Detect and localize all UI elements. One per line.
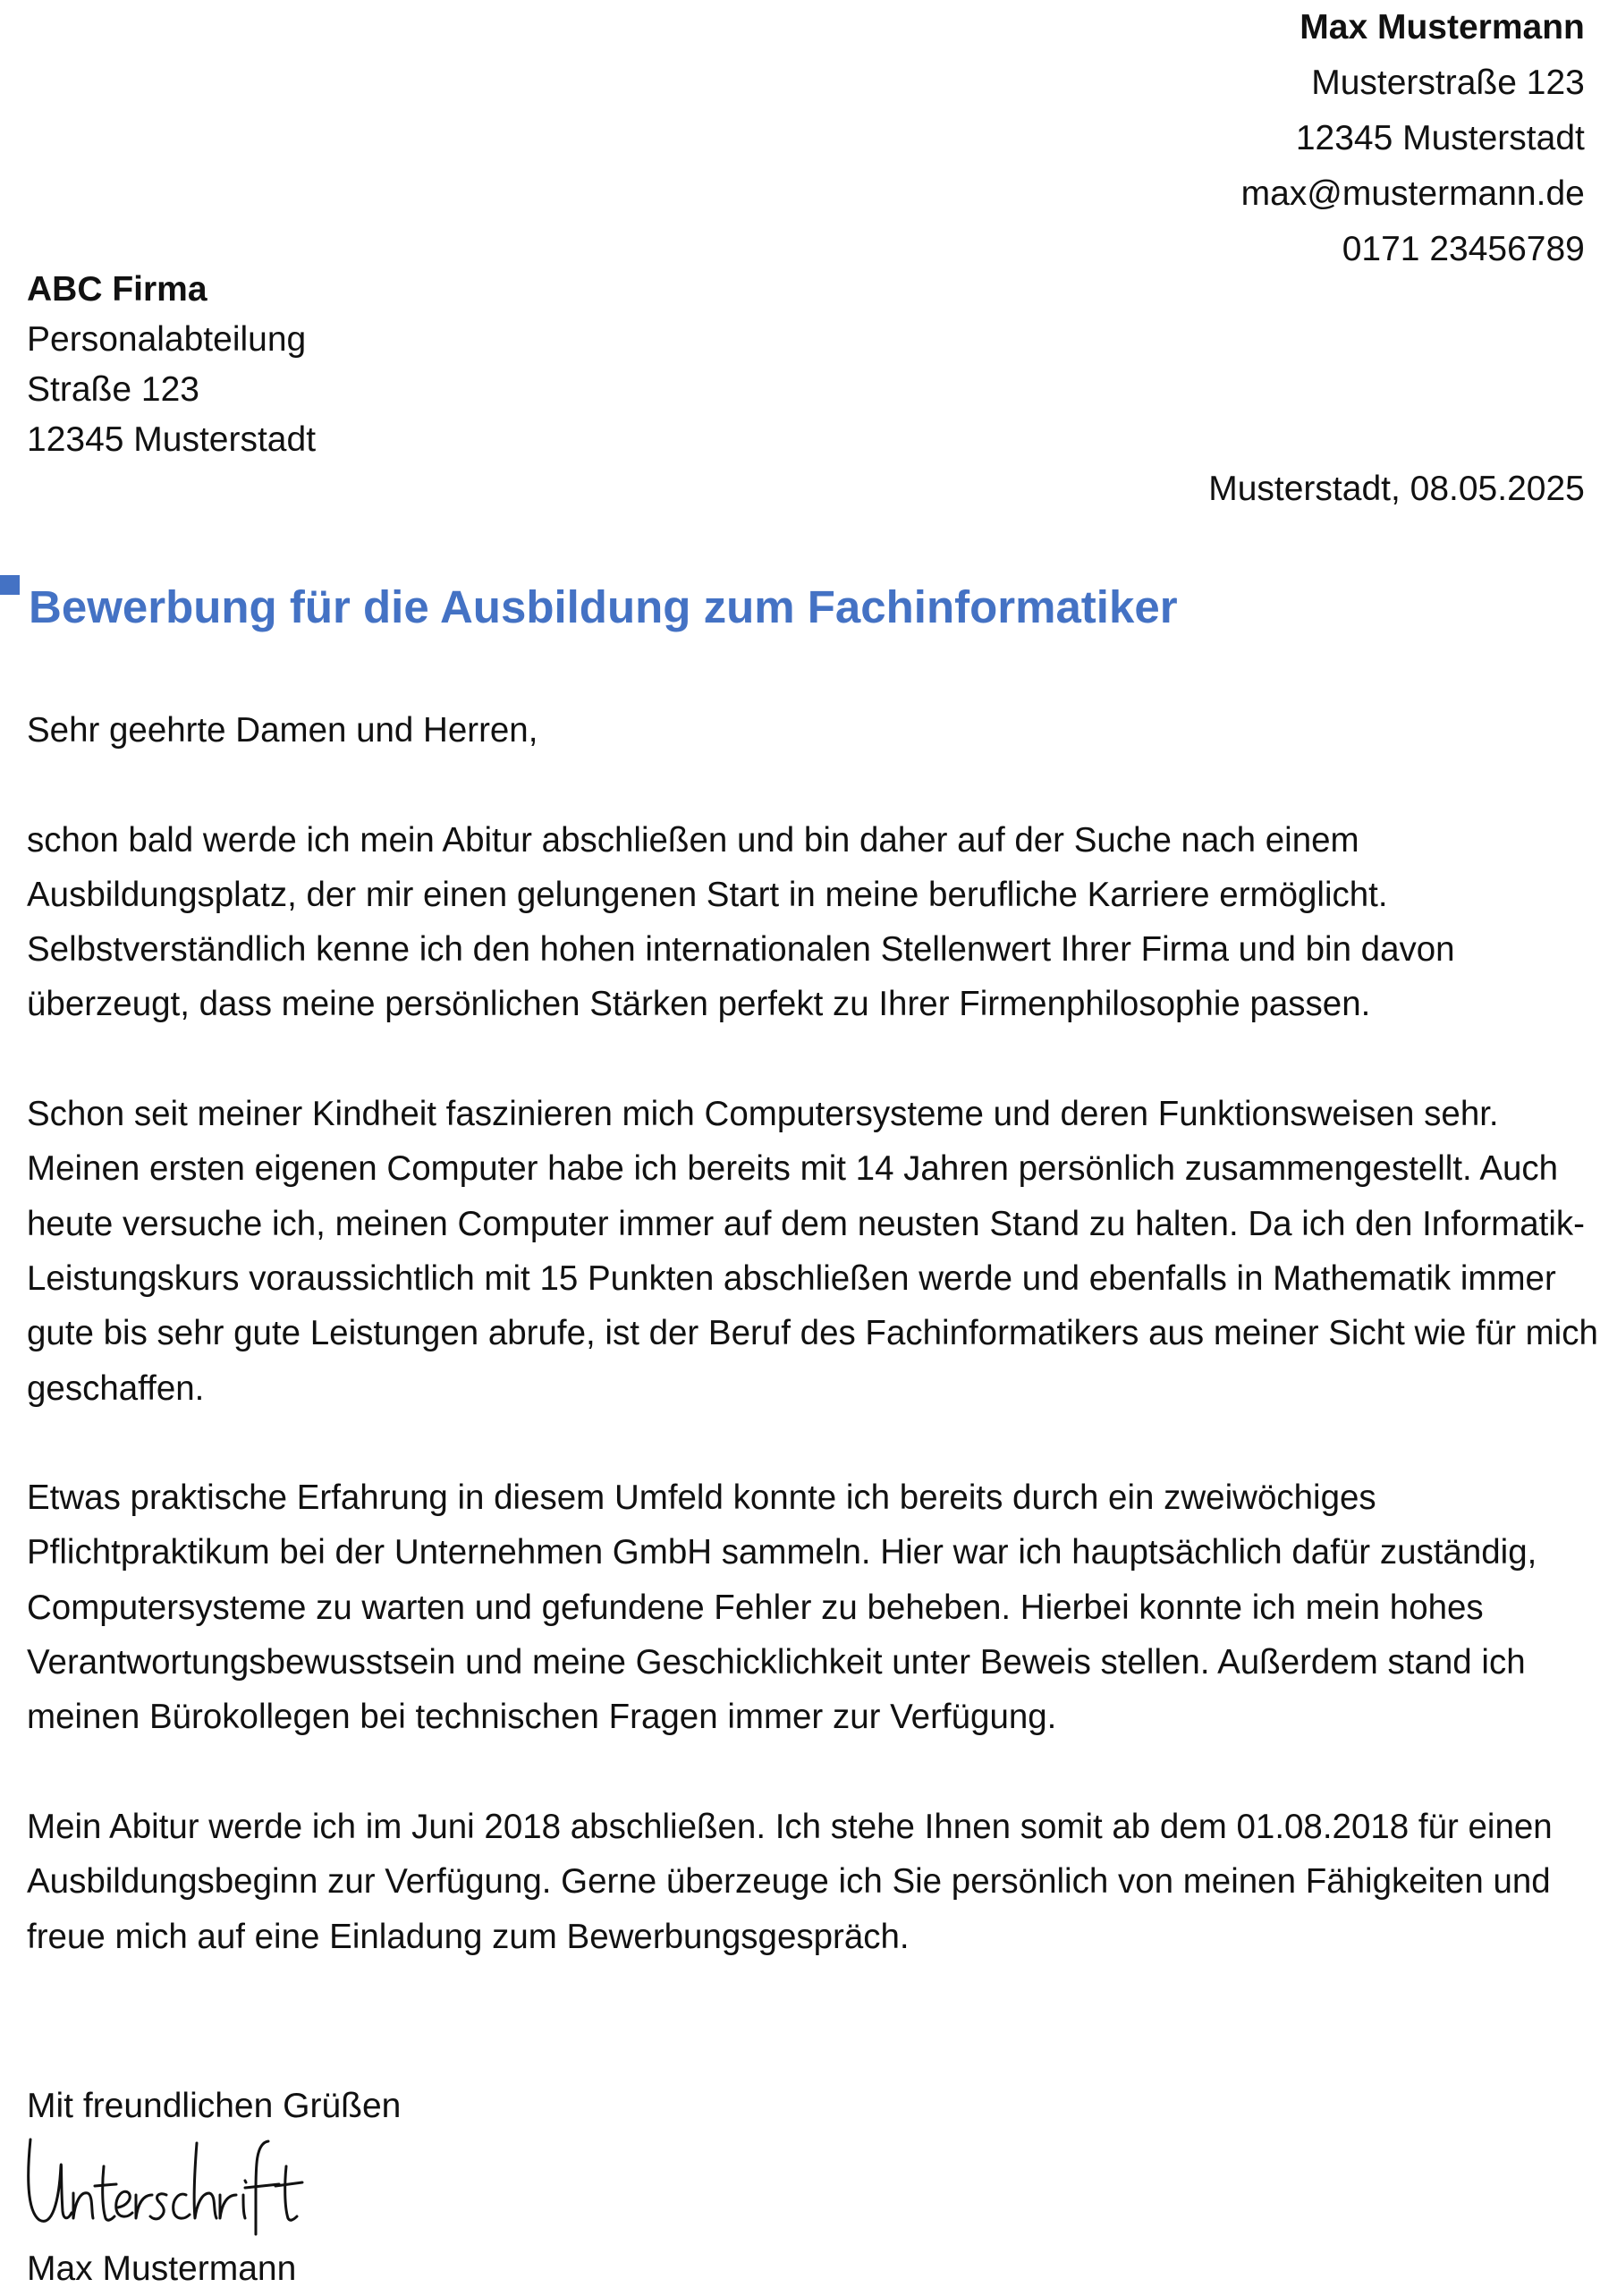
sender-city: 12345 Musterstadt xyxy=(1295,119,1585,157)
sender-phone: 0171 23456789 xyxy=(1342,230,1585,268)
date-line: Musterstadt, 08.05.2025 xyxy=(1208,470,1585,508)
signer-name: Max Mustermann xyxy=(27,2249,297,2288)
recipient-department: Personalabteilung xyxy=(27,320,307,359)
body-paragraph: schon bald werde ich mein Abitur abschließen und bin daher auf der Suche nach einem Ausbildungsplatz, der mir einen gelungenen Start in meine berufliche Karriere ermöglicht. Selbstverständlich kenne ich den hohen internationalen Stellenwert Ihrer Firma und bin davon überzeugt, dass meine persönlichen Stärken perfekt zu Ihrer Firmenphilosophie passen. xyxy=(27,820,1455,1024)
sender-name: Max Mustermann xyxy=(1300,8,1585,47)
body-paragraph: Etwas praktische Erfahrung in diesem Umfeld konnte ich bereits durch ein zweiwöchiges Pflichtpraktikum bei der Unternehmen GmbH sammeln. Hier war ich hauptsächlich dafür zuständig, Computersysteme zu warten und gefundene Fehler zu beheben. Hierbei konnte ich mein hohes Verantwortungsbewusstsein und meine Geschicklichkeit unter Beweis stellen. Außerdem stand ich meinen Bürokollegen bei technischen Fragen immer zur Verfügung. xyxy=(27,1478,1537,1737)
letter-body xyxy=(27,703,1601,2019)
closing-phrase: Mit freundlichen Grüßen xyxy=(27,2087,402,2125)
subject-heading: Bewerbung für die Ausbildung zum Fachinformatiker xyxy=(29,581,1178,632)
sender-address-block xyxy=(1241,0,1585,277)
recipient-city: 12345 Musterstadt xyxy=(27,420,317,459)
body-paragraph: Schon seit meiner Kindheit faszinieren mich Computersysteme und deren Funktionsweisen sehr. Meinen ersten eigenen Computer habe ich bereits mit 14 Jahren persönlich zusammengestellt. Auch heute versuche ich, meinen Computer immer auf dem neusten Stand zu halten. Da ich den Informatik-Leistungskurs voraussichtlich mit 15 Punkten abschließen werde und ebenfalls in Mathematik immer gute bis sehr gute Leistungen abrufe, ist der Beruf des Fachinformatikers aus meiner Sicht wie für mich geschaffen. xyxy=(27,1095,1598,1408)
recipient-address-block xyxy=(27,265,316,465)
body-paragraph: Mein Abitur werde ich im Juni 2018 abschließen. Ich stehe Ihnen somit ab dem 01.08.2018 für einen Ausbildungsbeginn zur Verfügung. Gerne überzeuge ich Sie persönlich von meinen Fähigkeiten und freue mich auf eine Einladung zum Bewerbungsgespräch. xyxy=(27,1807,1553,1956)
sender-email: max@mustermann.de xyxy=(1240,174,1585,213)
handwritten-signature xyxy=(21,2131,317,2238)
salutation: Sehr geehrte Damen und Herren, xyxy=(27,711,538,750)
recipient-street: Straße 123 xyxy=(27,370,199,409)
sender-street: Musterstraße 123 xyxy=(1311,64,1585,102)
recipient-company: ABC Firma xyxy=(27,270,207,309)
heading-marker-icon xyxy=(0,575,20,595)
